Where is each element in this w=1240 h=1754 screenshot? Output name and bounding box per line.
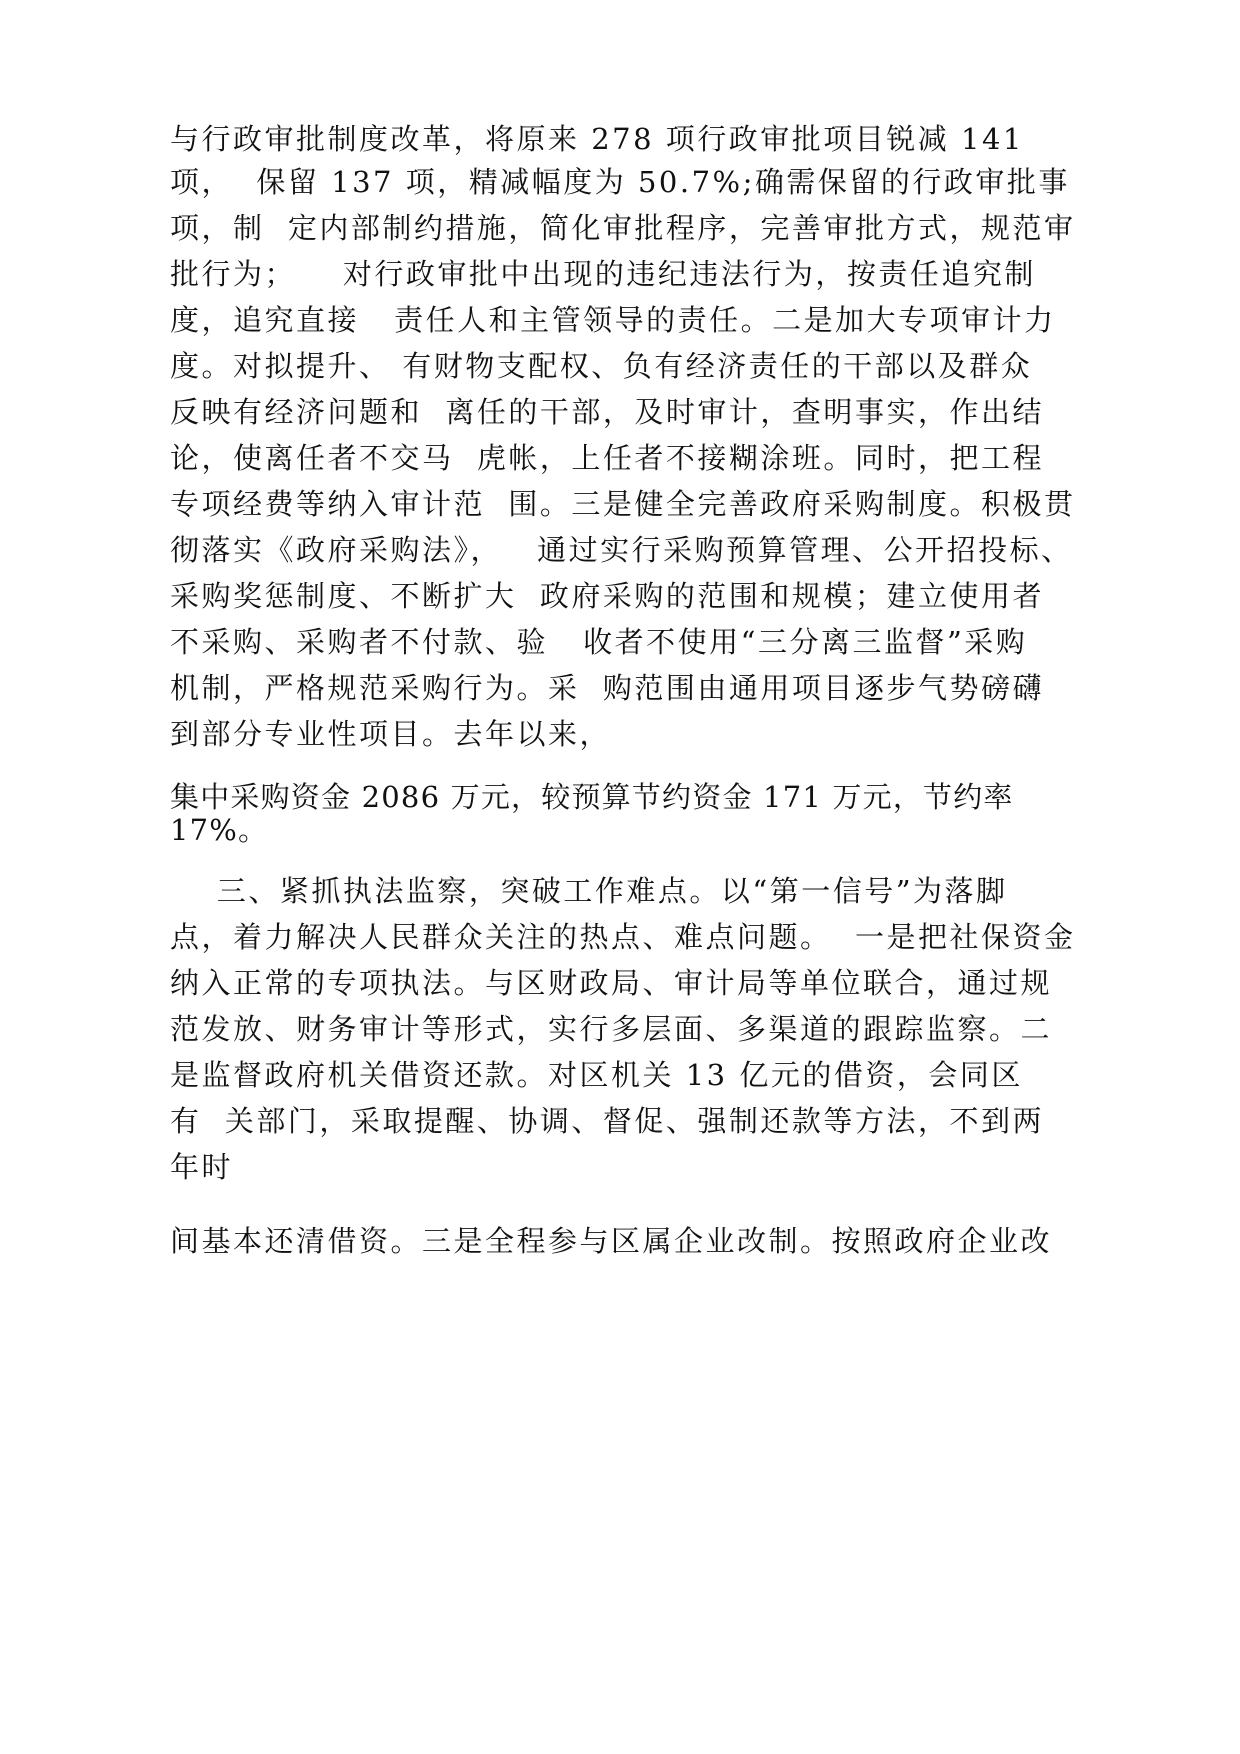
text-line-15: 集中采购资金 2086 万元，较预算节约资金 171 万元，节约率 — [170, 780, 1014, 814]
text-line-7: 反映有经济问题和 离任的干部，及时审计，查明事实，作出结 — [170, 395, 1044, 429]
text-line-14: 到部分专业性项目。去年以来， — [170, 717, 612, 751]
text-line-12: 不采购、采购者不付款、验 收者不使用“三分离三监督”采购 — [170, 625, 1028, 659]
text-line-5: 度，追究直接 责任人和主管领导的责任。二是加大专项审计力 — [170, 303, 1056, 337]
text-line-16: 17%。 — [170, 813, 269, 847]
text-line-18: 点，着力解决人民群众关注的热点、难点问题。 一是把社保资金 — [170, 920, 1076, 954]
text-line-10: 彻落实《政府采购法》， 通过实行采购预算管理、公开招投标、 — [170, 533, 1073, 567]
text-line-9: 专项经费等纳入审计范 围。三是健全完善政府采购制度。积极贯 — [170, 487, 1076, 521]
text-line-24: 间基本还清借资。三是全程参与区属企业改制。按照政府企业改 — [170, 1224, 1053, 1258]
text-line-20: 范发放、财务审计等形式，实行多层面、多渠道的跟踪监察。二 — [170, 1012, 1053, 1046]
text-line-1: 与行政审批制度改革，将原来 278 项行政审批项目锐减 141 — [170, 122, 1024, 156]
text-line-3: 项，制 定内部制约措施，简化审批程序，完善审批方式，规范审 — [170, 211, 1076, 245]
text-line-19: 纳入正常的专项执法。与区财政局、审计局等单位联合，通过规 — [170, 966, 1053, 1000]
text-line-11: 采购奖惩制度、不断扩大 政府采购的范围和规模；建立使用者 — [170, 579, 1044, 613]
text-line-23: 年时 — [170, 1150, 234, 1184]
text-line-4: 批行为； 对行政审批中出现的违纪违法行为，按责任追究制 — [170, 257, 1036, 291]
text-line-13: 机制，严格规范采购行为。采 购范围由通用项目逐步气势磅礴 — [170, 671, 1044, 705]
text-line-17: 三、紧抓执法监察，突破工作难点。以“第一信号”为落脚 — [170, 874, 1008, 908]
text-line-8: 论，使离任者不交马 虎帐，上任者不接糊涂班。同时，把工程 — [170, 441, 1044, 475]
text-line-21: 是监督政府机关借资还款。对区机关 13 亿元的借资，会同区 — [170, 1058, 1023, 1092]
text-line-22: 有 关部门，采取提醒、协调、督促、强制还款等方法，不到两 — [170, 1104, 1044, 1138]
text-line-2: 项， 保留 137 项，精减幅度为 50.7%;确需保留的行政审批事 — [170, 165, 1070, 199]
text-line-6: 度。对拟提升、 有财物支配权、负有经济责任的干部以及群众 — [170, 349, 1033, 383]
